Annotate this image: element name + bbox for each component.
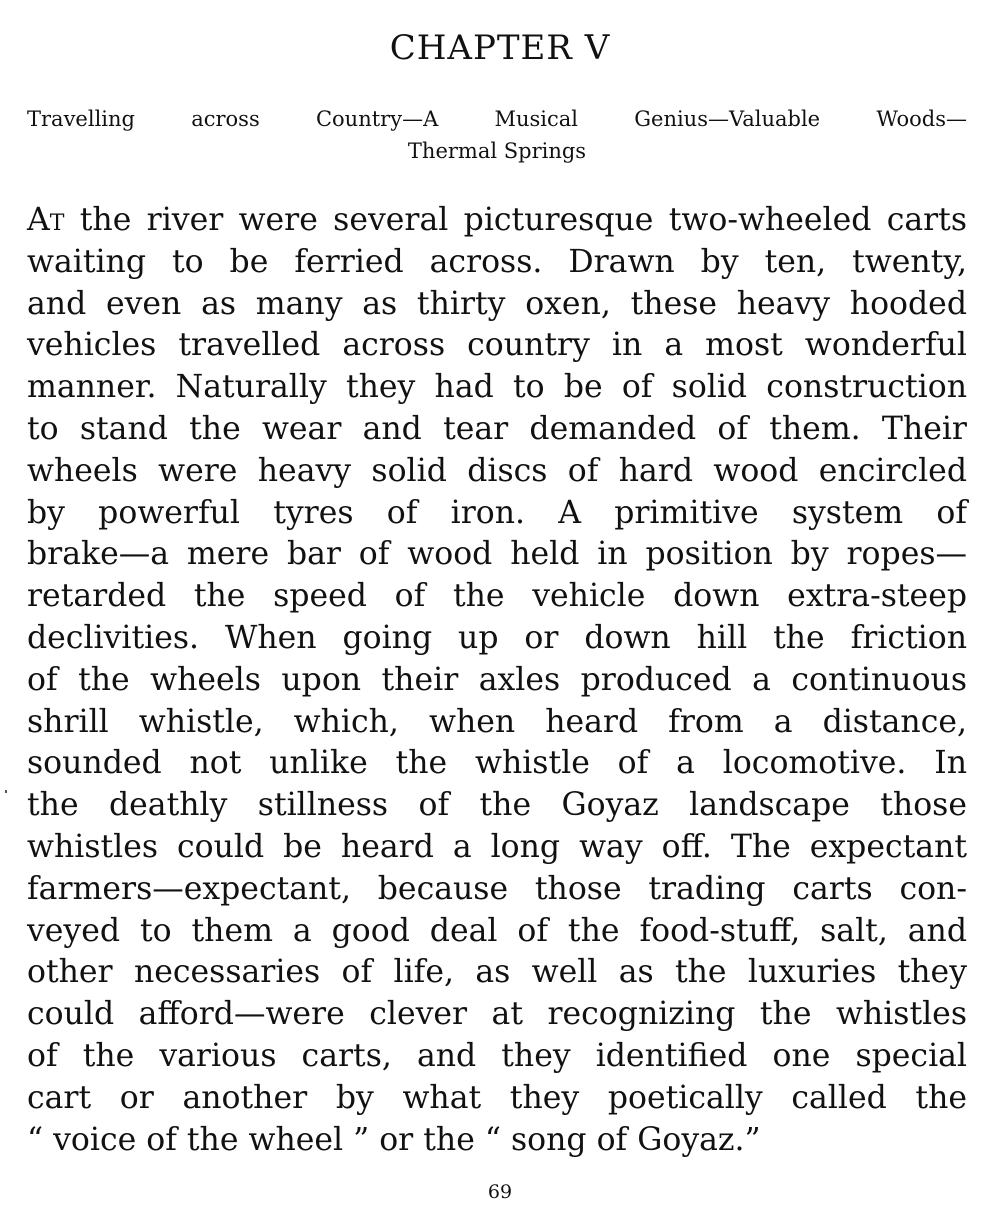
text-line: brake—a mere bar of wood held in position by ropes— [27, 536, 967, 573]
text-line: “ voice of the wheel ” or the “ song of Goyaz.” [27, 1121, 761, 1158]
page-number: 69 [487, 1181, 513, 1203]
chapter-synopsis [27, 103, 967, 167]
drop-word: At [27, 202, 65, 238]
body-paragraph [27, 200, 967, 1161]
text-line: manner. Naturally they had to be of solid construction [27, 369, 967, 406]
text-line: farmers—expectant, because those trading carts con- [27, 870, 967, 907]
text-line: wheels were heavy solid discs of hard wood encircled [27, 452, 967, 489]
text-line: and even as many as thirty oxen, these heavy hooded [27, 285, 967, 322]
text-line: by powerful tyres of iron. A primitive system of [27, 494, 967, 531]
text-line: of the wheels upon their axles produced a continuous [27, 661, 967, 698]
text-line-content: the river were several picturesque two-wheeled carts [64, 202, 967, 238]
chapter-title: CHAPTER V [389, 28, 611, 68]
text-line: veyed to them a good deal of the food-stuff, salt, and [27, 912, 967, 949]
stray-ink-mark [5, 790, 7, 793]
text-line: declivities. When going up or down hill the friction [27, 619, 967, 656]
text-line: shrill whistle, which, when heard from a distance, [27, 703, 967, 740]
text-line: to stand the wear and tear demanded of them. Their [27, 410, 967, 447]
text-line: sounded not unlike the whistle of a locomotive. In [27, 745, 967, 782]
text-line: whistles could be heard a long way off. The expectant [27, 828, 967, 865]
text-line: the deathly stillness of the Goyaz landscape those [27, 787, 967, 824]
synopsis-line: Travelling across Country—A Musical Genius—Valuable Woods— [27, 107, 967, 131]
text-line [27, 200, 967, 242]
synopsis-line: Thermal Springs [407, 139, 587, 163]
text-line: of the various carts, and they identified one special [27, 1037, 967, 1074]
text-line: other necessaries of life, as well as the luxuries they [27, 954, 967, 991]
text-line: retarded the speed of the vehicle down extra-steep [27, 578, 967, 615]
text-line: vehicles travelled across country in a most wonderful [27, 327, 967, 364]
text-line: cart or another by what they poetically called the [27, 1079, 967, 1116]
text-line: could afford—were clever at recognizing the whistles [27, 996, 967, 1033]
text-line: waiting to be ferried across. Drawn by ten, twenty, [27, 243, 967, 280]
